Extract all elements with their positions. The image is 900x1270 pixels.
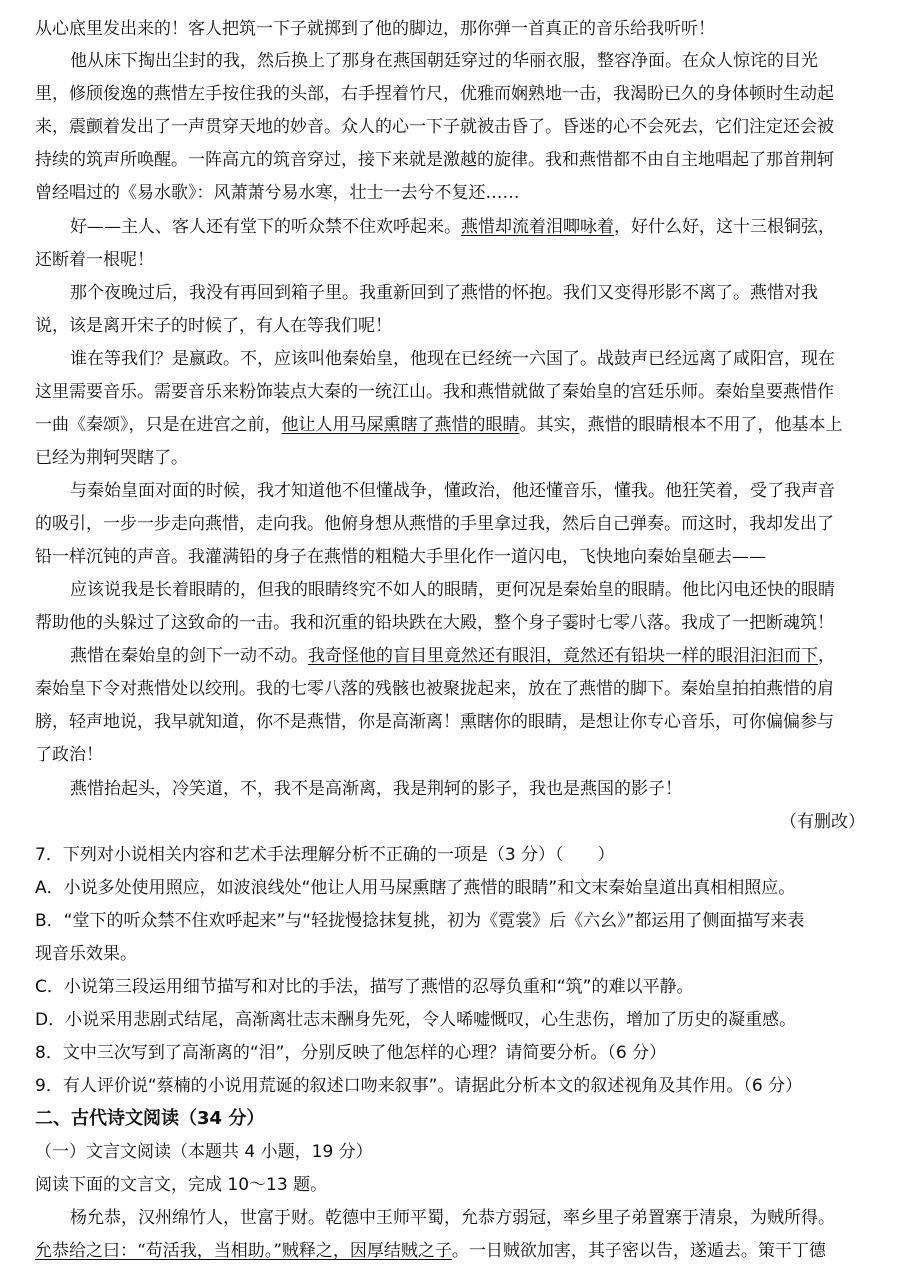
text-line [35, 910, 900, 932]
text-segment: 从心底里发出来的！客人把筑一下子就掷到了他的脚边，那你弹一首真正的音乐给我听听！ [35, 19, 715, 39]
text-segment: 还断着一根呢！ [35, 250, 154, 270]
text-line [35, 1174, 900, 1196]
text-line [35, 744, 900, 766]
underlined-text: 我奇怪他的盲目里竟然还有眼泪，竟然还有铅块一样的眼泪汩汩而下 [308, 646, 818, 666]
text-line [35, 877, 900, 899]
text-segment: 来，震颤着发出了一声贯穿天地的妙音。众人的心一下子就被击昏了。昏迷的心不会死去，它们注定还会被 [35, 117, 834, 137]
text-line [35, 678, 900, 700]
text-line [35, 546, 900, 568]
text-segment: 燕惜在秦始皇的剑下一动不动。 [70, 646, 308, 666]
text-segment: 谁在等我们？是嬴政。不，应该叫他秦始皇，他现在已经统一六国了。战鼓声已经远离了咸阳宫，现在 [70, 349, 835, 369]
text-line [35, 976, 900, 998]
text-line [35, 844, 900, 866]
text-line [70, 348, 900, 370]
text-segment: ，好什么好，这十三根铜弦， [614, 217, 835, 237]
text-segment: 持续的筑声所唤醒。一阵高亢的筑音穿过，接下来就是激越的旋律。我和燕惜都不由自主地唱起了那首荆轲 [35, 150, 834, 170]
text-segment: 9．有人评价说“蔡楠的小说用荒诞的叙述口吻来叙事”。请据此分析本文的叙述视角及其作用。（6 分） [35, 1076, 803, 1096]
text-line [35, 83, 900, 105]
text-line [35, 1240, 900, 1262]
text-segment: 现音乐效果。 [35, 944, 137, 964]
text-segment: （一）文言文阅读（本题共 4 小题，19 分） [35, 1142, 373, 1162]
text-line [70, 645, 900, 667]
text-line [35, 1042, 900, 1064]
text-segment: 的吸引，一步一步走向燕惜，走向我。他俯身想从燕惜的手里拿过我，然后自己弹奏。而这时，我却发出了 [35, 514, 834, 534]
text-line [35, 1108, 900, 1130]
text-line [70, 282, 900, 304]
underlined-text: 允恭给之曰：“苟活我，当相助。”贼释之，因厚结贼之子 [35, 1241, 452, 1261]
text-segment: 好——主人、客人还有堂下的听众禁不住欢呼起来。 [70, 217, 461, 237]
text-segment: C．小说第三段运用细节描写和对比的手法，描写了燕惜的忍辱负重和“筑”的难以平静。 [35, 977, 694, 997]
text-segment: 说，该是离开宋子的时候了，有人在等我们呢！ [35, 316, 392, 336]
text-segment: A．小说多处使用照应，如波浪线处“他让人用马屎熏瞎了燕惜的眼睛”和文末秦始皇道出真相相照应。 [35, 878, 796, 898]
text-line [70, 216, 900, 238]
text-segment: 帮助他的头躲过了这致命的一击。我和沉重的铅块跌在大殿，整个身子霎时七零八落。我成了一把断魂筑！ [35, 613, 834, 633]
text-segment: 了政治！ [35, 745, 103, 765]
text-segment: 秦始皇下令对燕惜处以绞刑。我的七零八落的残骸也被聚拢起来，放在了燕惜的脚下。秦始皇拍拍燕惜的肩 [35, 679, 834, 699]
text-segment: 一曲《秦颂》，只是在进宫之前， [35, 415, 282, 435]
text-line [35, 182, 900, 204]
text-segment: 。一日贼欲加害，其子密以告，遂遁去。策干丁德 [451, 1241, 826, 1261]
text-line [35, 1141, 900, 1163]
text-segment: 这里需要音乐。需要音乐来粉饰装点大秦的一统江山。我和燕惜就做了秦始皇的宫廷乐师。秦始皇要燕惜作 [35, 382, 834, 402]
text-segment: 杨允恭，汉州绵竹人，世富于财。乾德中王师平蜀，允恭方弱冠，率乡里子弟置寨于清泉，为贼所得。 [70, 1208, 835, 1228]
text-line [70, 778, 900, 800]
underlined-text: 他让人用马屎熏瞎了燕惜的眼睛 [281, 415, 520, 435]
text-line [70, 1207, 900, 1229]
underlined-text: 燕惜却流着泪唧咏着 [461, 217, 614, 237]
text-segment: 阅读下面的文言文，完成 10～13 题。 [35, 1175, 328, 1195]
text-line [35, 1075, 900, 1097]
text-line [35, 414, 900, 436]
text-segment: 。其实，燕惜的眼睛根本不用了，他基本上 [519, 415, 843, 435]
text-segment: 已经为荆轲哭瞎了。 [35, 448, 188, 468]
text-line [35, 116, 900, 138]
text-line [35, 1009, 900, 1031]
text-line [70, 480, 900, 502]
text-line [35, 149, 900, 171]
text-line [35, 249, 900, 271]
text-segment: 他从床下掏出尘封的我，然后换上了那身在燕国朝廷穿过的华丽衣服，整容净面。在众人惊诧的目光 [70, 51, 818, 71]
text-line [35, 447, 900, 469]
text-line [35, 612, 900, 634]
text-segment: 7．下列对小说相关内容和艺术手法理解分析不正确的一项是（3 分）（ ） [35, 845, 615, 865]
text-segment: B．“堂下的听众禁不住欢呼起来”与“轻拢慢捻抹复挑，初为《霓裳》后《六幺》”都运用了侧面描写来表 [35, 911, 805, 931]
text-line [35, 18, 900, 40]
text-line [70, 579, 900, 601]
text-line [35, 711, 900, 733]
text-segment: ， [818, 646, 835, 666]
text-segment: 那个夜晚过后，我没有再回到箱子里。我重新回到了燕惜的怀抱。我们又变得形影不离了。燕惜对我 [70, 283, 818, 303]
text-segment: 曾经唱过的《易水歌》：风萧萧兮易水寒，壮士一去兮不复还…… [35, 183, 520, 203]
text-line [0, 811, 865, 833]
text-segment: 铅一样沉钝的声音。我灌满铅的身子在燕惜的粗糙大手里化作一道闪电，飞快地向秦始皇砸去—— [35, 547, 766, 567]
text-segment: 二、古代诗文阅读（34 分） [35, 1108, 265, 1129]
text-segment: 8．文中三次写到了高渐离的“泪”，分别反映了他怎样的心理？请简要分析。（6 分） [35, 1043, 667, 1063]
text-line [35, 513, 900, 535]
text-segment: （有删改） [780, 812, 865, 832]
text-line [70, 50, 900, 72]
text-segment: D．小说采用悲剧式结尾，高渐离壮志未酬身先死，令人唏嘘慨叹，心生悲伤，增加了历史的凝重感。 [35, 1010, 797, 1030]
text-segment: 应该说我是长着眼睛的，但我的眼睛终究不如人的眼睛，更何况是秦始皇的眼睛。他比闪电还快的眼睛 [70, 580, 835, 600]
text-line [35, 943, 900, 965]
text-segment: 里，修颀俊逸的燕惜左手按住我的头部，右手捏着竹尺，优雅而娴熟地一击，我渴盼已久的身体顿时生动起 [35, 84, 834, 104]
text-segment: 膀，轻声地说，我早就知道，你不是燕惜，你是高渐离！熏瞎你的眼睛，是想让你专心音乐，可你偏偏参与 [35, 712, 834, 732]
text-line [35, 381, 900, 403]
text-segment: 燕惜抬起头，冷笑道，不，我不是高渐离，我是荆轲的影子，我也是燕国的影子！ [70, 779, 682, 799]
text-line [35, 315, 900, 337]
text-segment: 与秦始皇面对面的时候，我才知道他不但懂战争，懂政治，他还懂音乐，懂我。他狂笑着，受了我声音 [70, 481, 835, 501]
